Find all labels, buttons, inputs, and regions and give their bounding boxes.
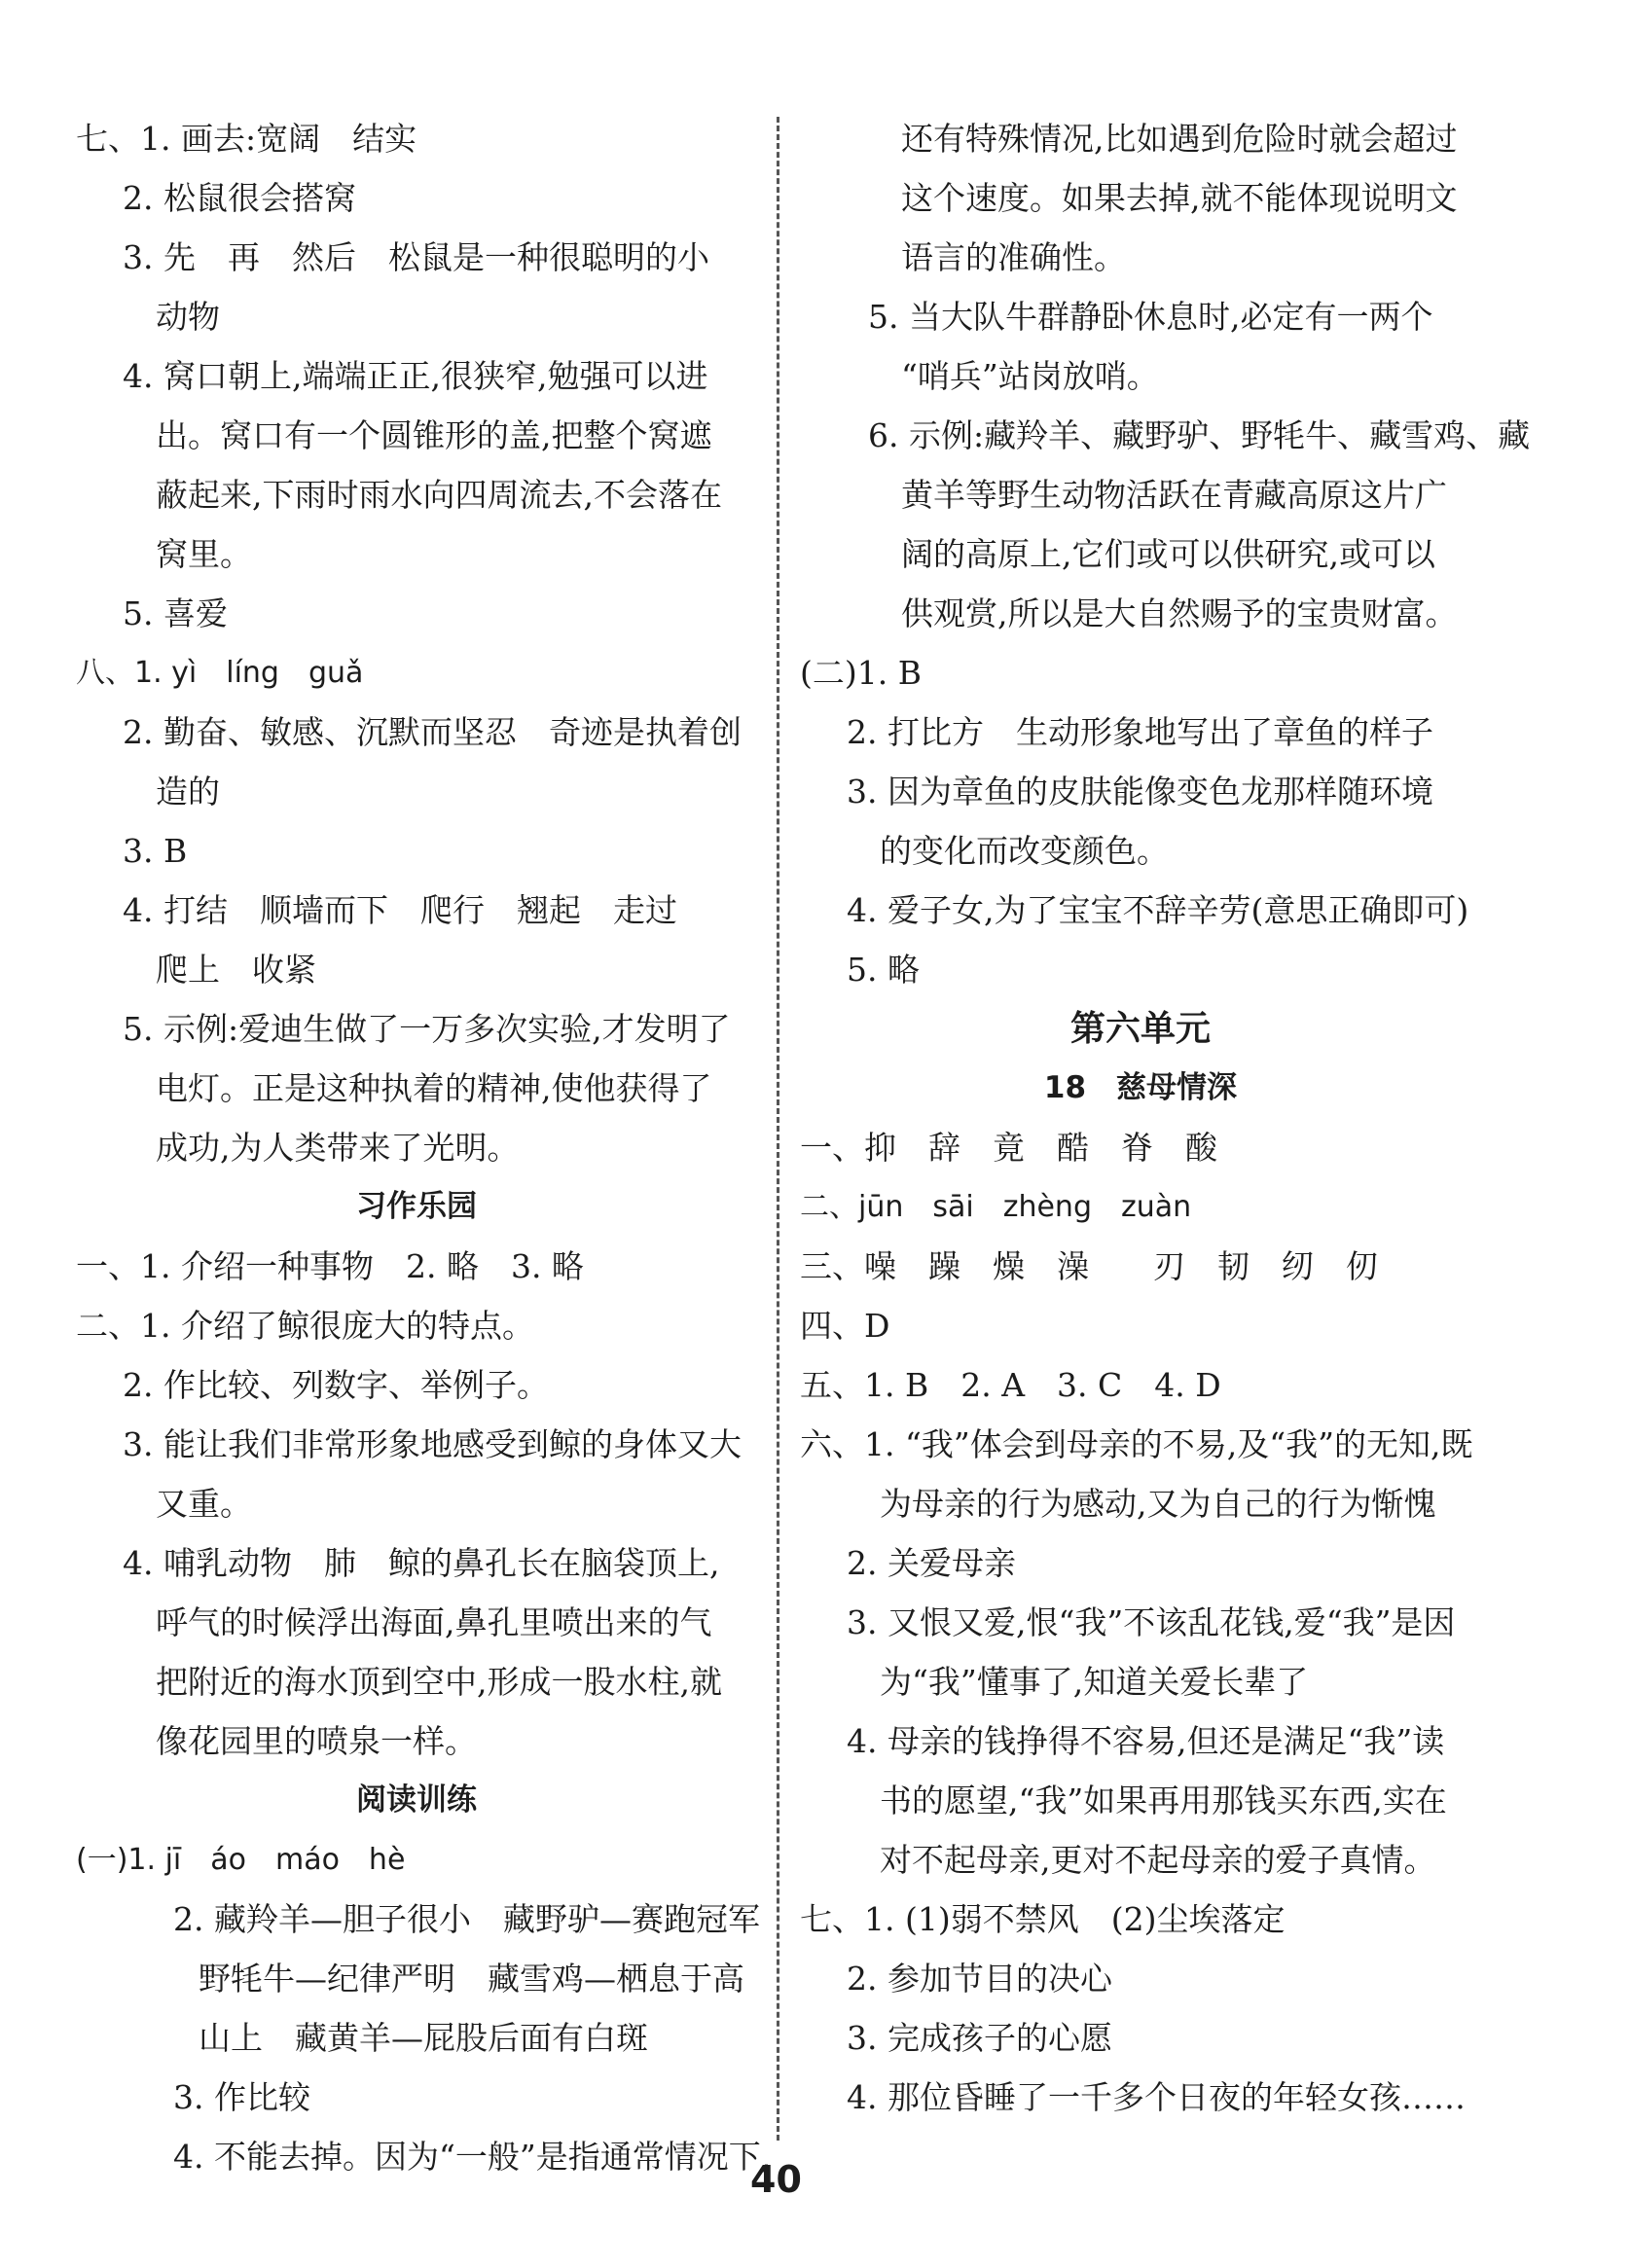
section-heading: 18 慈母情深 <box>1043 1070 1238 1105</box>
answer-line: 爬上 收紧 <box>156 951 316 989</box>
answer-line: 6. 示例:藏羚羊、藏野驴、野牦牛、藏雪鸡、藏 <box>868 416 1531 454</box>
section-heading: 习作乐园 <box>356 1189 477 1224</box>
answer-line: 5. 当大队牛群静卧休息时,必定有一两个 <box>868 298 1433 336</box>
answer-line: 又重。 <box>156 1485 252 1523</box>
answer-line: 黄羊等野生动物活跃在青藏高原这片广 <box>901 476 1447 514</box>
answer-line: 造的 <box>156 773 220 810</box>
answer-line: 动物 <box>156 298 220 336</box>
section-heading: 第六单元 <box>1069 1009 1211 1049</box>
answer-line: 2. 勤奋、敏感、沉默而坚忍 奇迹是执着创 <box>123 713 742 751</box>
left-column <box>76 109 772 2186</box>
answer-line: 2. 藏羚羊—胆子很小 藏野驴—赛跑冠军 <box>173 1900 760 1938</box>
answer-line: 的变化而改变颜色。 <box>880 832 1169 870</box>
answer-line: 3. 又恨又爱,恨“我”不该乱花钱,爱“我”是因 <box>847 1603 1456 1641</box>
answer-line: 2. 松鼠很会搭窝 <box>123 179 356 217</box>
answer-line: 四、D <box>800 1307 890 1345</box>
answer-line: (一)1. jī áo máo hè <box>76 1843 406 1877</box>
answer-line: 六、1. “我”体会到母亲的不易,及“我”的无知,既 <box>800 1425 1473 1463</box>
answer-line: 3. 能让我们非常形象地感受到鲸的身体又大 <box>123 1425 742 1463</box>
answer-line: 二、1. 介绍了鲸很庞大的特点。 <box>76 1307 534 1345</box>
answer-line: 出。窝口有一个圆锥形的盖,把整个窝遮 <box>156 416 712 454</box>
answer-line: 供观赏,所以是大自然赐予的宝贵财富。 <box>901 594 1458 632</box>
answer-line: 语言的准确性。 <box>901 238 1126 276</box>
answer-line: 山上 藏黄羊—屁股后面有白斑 <box>199 2019 648 2057</box>
answer-line: 对不起母亲,更对不起母亲的爱子真情。 <box>880 1841 1436 1879</box>
answer-line: 蔽起来,下雨时雨水向四周流去,不会落在 <box>156 476 722 514</box>
answer-line: 把附近的海水顶到空中,形成一股水柱,就 <box>156 1663 722 1701</box>
answer-line: 5. 略 <box>847 951 920 989</box>
answer-line: (二)1. B <box>800 654 922 692</box>
answer-line: 4. 哺乳动物 肺 鲸的鼻孔长在脑袋顶上, <box>123 1544 720 1582</box>
answer-line: 2. 参加节目的决心 <box>847 1960 1112 1998</box>
answer-line: 一、1. 介绍一种事物 2. 略 3. 略 <box>76 1247 584 1285</box>
answer-line: 一、抑 辞 竟 酷 脊 酸 <box>800 1129 1217 1167</box>
answer-line: 像花园里的喷泉一样。 <box>156 1722 477 1760</box>
answer-line: 2. 关爱母亲 <box>847 1544 1016 1582</box>
answer-line: 4. 不能去掉。因为“一般”是指通常情况下, <box>173 2138 772 2176</box>
answer-line: 窝里。 <box>156 535 252 573</box>
answer-line: 八、1. yì líng guǎ <box>76 656 364 690</box>
answer-line: 4. 窝口朝上,端端正正,很狭窄,勉强可以进 <box>123 357 708 395</box>
answer-line: 二、jūn sāi zhèng zuàn <box>800 1190 1192 1224</box>
answer-line: 3. B <box>123 832 188 870</box>
answer-line: 三、噪 躁 燥 澡 刃 韧 纫 仞 <box>800 1247 1378 1285</box>
answer-line: 野牦牛—纪律严明 藏雪鸡—栖息于高 <box>199 1960 744 1998</box>
answer-line: 5. 示例:爱迪生做了一万多次实验,才发明了 <box>123 1010 731 1048</box>
answer-line: 4. 打结 顺墙而下 爬行 翘起 走过 <box>123 891 677 929</box>
answer-line: 2. 打比方 生动形象地写出了章鱼的样子 <box>847 713 1433 751</box>
page-number: 40 <box>750 2158 802 2201</box>
answer-line: “哨兵”站岗放哨。 <box>901 357 1159 395</box>
answer-line: 2. 作比较、列数字、举例子。 <box>123 1366 549 1404</box>
answer-line: 呼气的时候浮出海面,鼻孔里喷出来的气 <box>156 1603 712 1641</box>
answer-line: 4. 母亲的钱挣得不容易,但还是满足“我”读 <box>847 1722 1445 1760</box>
answer-line: 还有特殊情况,比如遇到危险时就会超过 <box>901 120 1458 158</box>
answer-line: 5. 喜爱 <box>123 594 228 632</box>
section-heading: 阅读训练 <box>356 1782 477 1818</box>
right-column <box>800 109 1531 2127</box>
answer-line: 阔的高原上,它们或可以供研究,或可以 <box>901 535 1435 573</box>
answer-line: 电灯。正是这种执着的精神,使他获得了 <box>156 1069 712 1107</box>
answer-line: 七、1. (1)弱不禁风 (2)尘埃落定 <box>800 1900 1286 1938</box>
answer-line: 五、1. B 2. A 3. C 4. D <box>800 1366 1221 1404</box>
answer-line: 3. 先 再 然后 松鼠是一种很聪明的小 <box>123 238 709 276</box>
answer-line: 3. 完成孩子的心愿 <box>847 2019 1112 2057</box>
answer-line: 为“我”懂事了,知道关爱长辈了 <box>880 1663 1309 1701</box>
answer-line: 书的愿望,“我”如果再用那钱买东西,实在 <box>880 1782 1447 1819</box>
answer-line: 成功,为人类带来了光明。 <box>156 1129 520 1167</box>
answer-line: 七、1. 画去:宽阔 结实 <box>76 120 417 158</box>
answer-line: 4. 那位昏睡了一千多个日夜的年轻女孩…… <box>847 2078 1466 2116</box>
column-divider <box>777 117 779 2141</box>
answer-line: 3. 因为章鱼的皮肤能像变色龙那样随环境 <box>847 773 1433 810</box>
answer-line: 为母亲的行为感动,又为自己的行为惭愧 <box>880 1485 1436 1523</box>
answer-line: 3. 作比较 <box>173 2078 310 2116</box>
answer-line: 4. 爱子女,为了宝宝不辞辛劳(意思正确即可) <box>847 891 1469 929</box>
answer-line: 这个速度。如果去掉,就不能体现说明文 <box>901 179 1458 217</box>
